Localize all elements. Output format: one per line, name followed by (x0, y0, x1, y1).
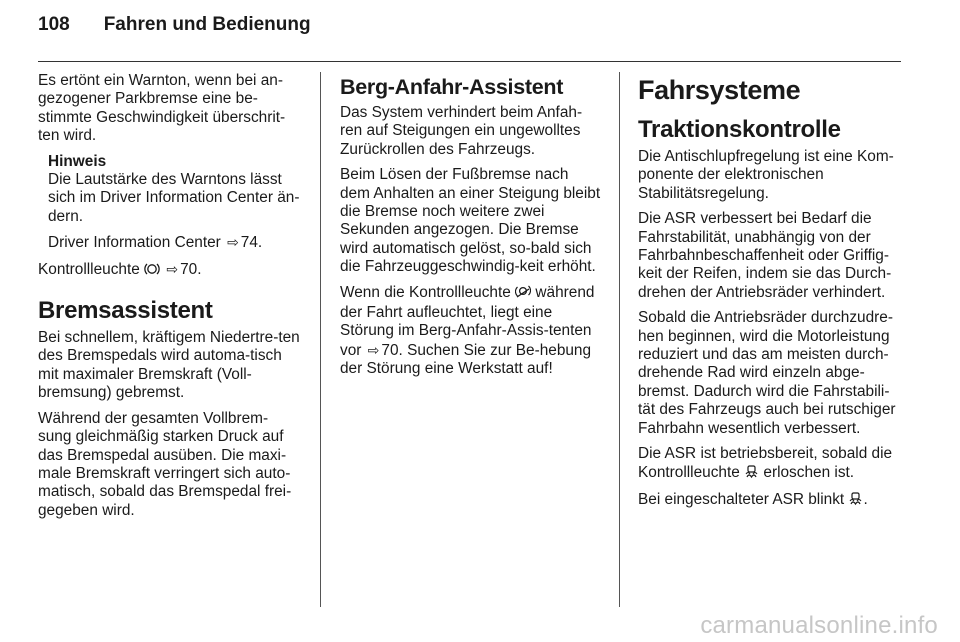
text-segment: während der Fahrt aufleuchtet, liegt eine Störung im Berg-Anfahr-Assis-tenten vor (340, 283, 595, 359)
reference-text: Driver Information Center (48, 234, 221, 252)
traction-control-lamp-icon (744, 464, 759, 484)
column-1 (38, 72, 300, 527)
paragraph: Das System verhindert beim Anfah-ren auf Steigungen ein ungewolltes Zurückrollen des Fahrzeugs. (340, 104, 583, 158)
note-box (38, 153, 300, 253)
section-heading: Traktionskontrolle (638, 116, 841, 143)
note-title: Hinweis (48, 152, 107, 170)
text-segment: Wenn die Kontrollleuchte (340, 283, 511, 301)
header-rule (38, 61, 901, 62)
reference-page-link[interactable]: 74. (240, 234, 263, 252)
lamp-reference (38, 260, 300, 281)
lamp-text: Kontrollleuchte (38, 260, 140, 278)
section-heading: Bremsassistent (38, 297, 213, 325)
paragraph: Während der gesamten Vollbrem-sung gleichmäßig starken Druck auf das Bremspedal ausüben. Die maxi-male Bremskraft verringert sich auto-matisch, sobald das Bremspedal frei-gegeben wird. (38, 409, 292, 519)
chapter-heading: Fahrsysteme (638, 75, 801, 105)
paragraph: Sobald die Antriebsräder durchzudre-hen beginnen, wird die Motorleistung reduziert und das am meisten durch-drehende Rad wird einzeln abge-bremst. Dadurch wird die Fahrstabili-tät des Fahrzeugs auch bei rutschiger Fahrbahn wesentlich verbessert. (638, 309, 896, 437)
page-number: 108 (38, 14, 70, 35)
column-divider (320, 72, 321, 607)
column-2 (340, 72, 602, 386)
page-title: Fahren und Bedienung (103, 14, 311, 35)
text-segment: erloschen ist. (763, 463, 855, 481)
watermark: carmanualsonline.info (700, 612, 938, 639)
paragraph: Die Antischlupfregelung ist eine Kom-ponente der elektronischen Stabilitätsregelung. (638, 148, 894, 202)
hill-start-assist-lamp-icon (515, 285, 531, 304)
reference-arrow-icon: ⇨ (166, 260, 179, 277)
traction-control-lamp-icon (848, 491, 863, 511)
paragraph (340, 284, 602, 379)
reference-arrow-icon: ⇨ (367, 341, 380, 358)
column-3 (638, 72, 902, 518)
reference-page-link[interactable]: 70. (180, 260, 202, 278)
section-heading: Berg-Anfahr-Assistent (340, 75, 564, 99)
page-header (38, 14, 900, 36)
note-reference (48, 233, 300, 252)
reference-page-link[interactable]: 70. (381, 341, 403, 359)
text-segment: Die ASR ist betriebsbereit, sobald die Kontrollleuchte (638, 445, 893, 481)
paragraph: Bei schnellem, kräftigem Niedertre-ten des Bremspedals wird automa-tisch mit maximaler Bremskraft (Voll-bremsung) gebremst. (38, 329, 300, 402)
paragraph: Es ertönt ein Warnton, wenn bei an-gezogener Parkbremse eine be-stimmte Geschwindigkeit überschrit-ten wird. (38, 72, 286, 145)
text-segment: . (863, 490, 868, 508)
reference-arrow-icon: ⇨ (227, 234, 239, 251)
paragraph: Die ASR verbessert bei Bedarf die Fahrstabilität, unabhängig von der Fahrbahnbeschaffenheit oder Griffig-keit der Reifen, indem sie das Durch-drehen der Antriebsräder verhindert. (638, 210, 892, 301)
column-divider (619, 72, 620, 607)
brake-warning-lamp-icon (144, 262, 160, 281)
paragraph (638, 491, 902, 511)
note-text: Die Lautstärke des Warntons lässt sich im Driver Information Center än-dern. (48, 171, 300, 225)
paragraph: Beim Lösen der Fußbremse nach dem Anhalten an einer Steigung bleibt die Bremse noch weitere zwei Sekunden angezogen. Die Bremse wird automatisch gelöst, so-bald sich die Fahrzeuggeschwindig-keit erhöht. (340, 166, 601, 276)
paragraph (638, 445, 902, 484)
text-segment: Suchen Sie zur Be-hebung der Störung eine Werkstatt auf! (340, 341, 592, 378)
text-segment: Bei eingeschalteter ASR blinkt (638, 490, 845, 508)
